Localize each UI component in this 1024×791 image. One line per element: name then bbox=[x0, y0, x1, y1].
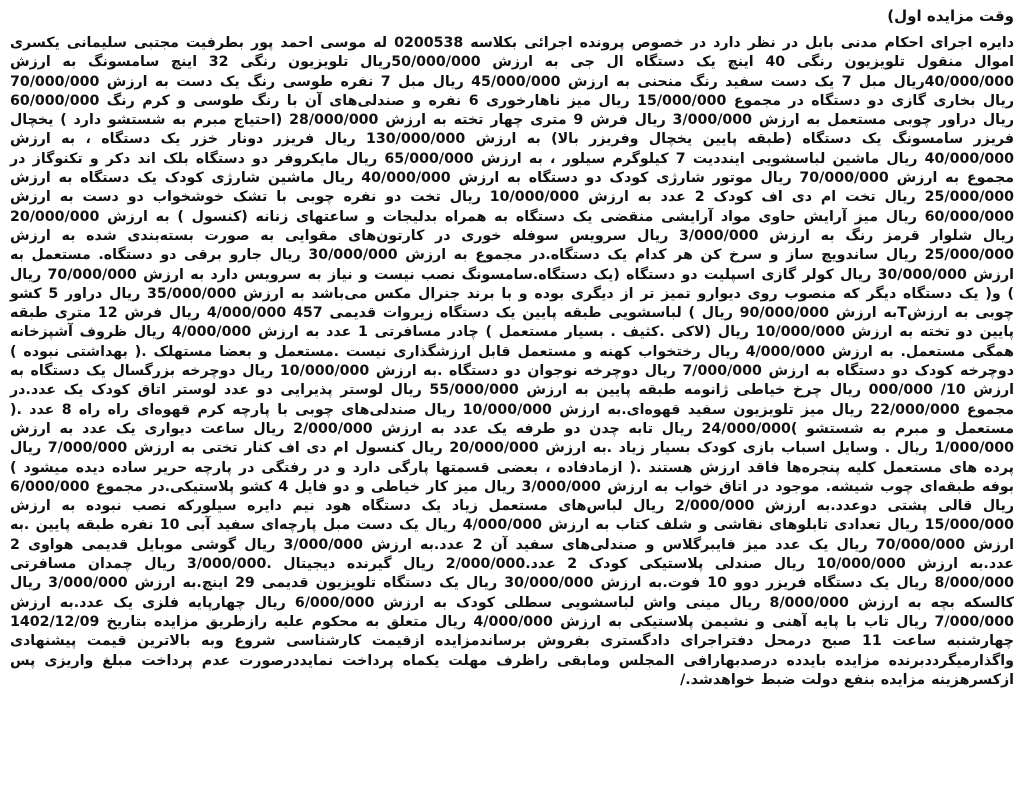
notice-title: وقت مزایده اول) bbox=[887, 7, 1014, 25]
notice-body: دایره اجرای احکام مدنی بابل در نظر دارد در خصوص پرونده اجرائی بکلاسه 0200538 له موسی احمد پور بطرفیت مجتبی سلیمانی یکسری اموال منقول تلویزیون رنگی 40 اینچ یک دستگاه ال جی به ارزش 50/000/000ریال تلویزیون رنگی 32 اینچ سامسونگ به ارزش 40/000/000ریال مبل 7 یک دست سفید رنگ منحنی به ارزش 45/000/000 ریال مبل 7 نفره طوسی رنگ یک دست به ارزش 70/000/000 ریال بخاری گازی دو دستگاه در مجموع 15/000/000 ریال میز ناهارخوری 6 نفره و صندلی‌های آن با رنگ طوسی و کرم رنگ 60/000/000 ریال دراور چوبی مستعمل به ارزش 3/000/000 ریال فرش 9 متری چهار تخته به ارزش 28/000/000 (احتیاج مبرم به شستشو دارد ) یخچال فریزر سامسونگ یک دستگاه (طبقه پایین یخچال وفریزر بالا) به ارزش 130/000/000 ریال فریزر دونار خزر یک دستگاه ، به ارزش 40/000/000 ریال ماشین لباسشویی اینددیت 7 کیلوگرم سیلور ، به ارزش 65/000/000 ریال مایکروفر دو دستگاه بلک اند دکر و تکنوگاز در مجموع به ارزش 70/000/000 ریال موتور شارژی کودک دو دستگاه به ارزش 40/000/000 ریال ماشین شارژی کودک یک دستگاه به ارزش 25/000/000 ریال تخت ام دی اف کودک 2 عدد به ارزش 10/000/000 ریال تخت دو نفره چوبی با تشک خوشخواب دو دست به ارزش 60/000/000 ریال میز آرایش حاوی مواد آرایشی منقضی یک دستگاه به همراه بدلیجات و ساعتهای زنانه (کنسول ) به ارزش 20/000/000 ریال شلوار قرمز رنگ به ارزش 3/000/000 ریال سرویس سوفله خوری در کارتون‌های مقوایی به صورت بسته‌بندی شده به ارزش 25/000/000 ریال ساندویچ ساز و سرخ کن هر کدام یک دستگاه.در مجموع به ارزش 30/000/000 ریال جارو برقی دو دستگاه. مستعمل به ارزش 30/000/000 ریال کولر گازی اسپلیت دو دستگاه (یک دستگاه.سامسونگ نصب نیست و نیاز به سرویس دارد به ارزش 70/000/000 ریال ) و( یک دستگاه دیگر که منصوب روی دیوارو تمیز تر از دیگری بوده و با برند جنرال مکس می‌باشد به ارزش 35/000/000 ریال دراور 5 کشو چوبی به ارزشTبه ارزش 90/000/000 ریال ) لباسشویی طبقه پایین یک دستگاه زیروات قدیمی 457 4/000/000 ریال فرش 12 متری طبقه پایین دو تخته به ارزش 10/000/000 ریال (لاکی .کثیف . بسیار مستعمل ) چادر مسافرتی 1 عدد به ارزش 4/000/000 ریال ظروف آشپزخانه همگی مستعمل. به ارزش 4/000/000 ریال رختخواب کهنه و مستعمل قابل ارزشگذاری نیست .مستعمل و بعضا مستهلک .( بهداشتی نبوده ) دوچرخه کودک دو دستگاه به ارزش 7/000/000 ریال دوچرخه نوجوان دو دستگاه .به ارزش 10/000/000 ریال دوچرخه بزرگسال یک دستگاه به ارزش 10/ 000/000 ریال چرخ خیاطی ژانومه طبقه پایین به ارزش 55/000/000 ریال لوستر پذیرایی دو عدد لوستر اتاق کودک یک عدد.در مجموع 22/000/000 ریال میز تلویزیون سفید قهوه‌ای.به ارزش 10/000/000 ریال صندلی‌های چوبی با پارچه کرم قهوه‌ای راه راه 8 عدد .( مستعمل و مبرم به شستشو )24/000/000 ریال تابه چدن دو طرفه یک عدد به ارزش 2/000/000 ریال ساعت دیواری یک عدد به ارزش 1/000/000 ریال . وسایل اسباب بازی کودک بسیار زیاد .به ارزش 20/000/000 ریال کنسول ام دی اف کنار تختی به ارزش 7/000/000 ریال پرده های مستعمل کلیه پنجره‌ها فاقد ارزش هستند .( ازمادفاده ، بعضی قسمتها پارگی دارد و در رفتگی در پارچه حریر ساده دیده میشود ) بوفه طبقه‌ای چوب شیشه. موجود در اتاق خواب به ارزش 3/000/000 ریال میز کار خیاطی و دو فایل 4 کشو پلاستیکی.در مجموع 6/000/000 ریال قالی پشتی دوعدد.به ارزش 2/000/000 ریال لباس‌های مستعمل زیاد یک دستگاه هود نیم دایره سیلورکه نصب نبوده به ارزش 15/000/000 ریال تعدادی تابلوهای نقاشی و شلف کتاب به ارزش 4/000/000 ریال یک دست مبل پارچه‌ای سفید آبی 10 نفره طبقه پایین .به ارزش 70/000/000 ریال یک عدد میز فایبرگلاس و صندلی‌های سفید آن 2 عدد.به ارزش 3/000/000 ریال گوشی موبایل قدیمی هواوی 2 عدد.به ارزش 10/000/000 ریال صندلی پلاستیکی کودک 2 عدد.2/000/000 ریال گیرنده دیجیتال .3/000/000 ریال چمدان مسافرتی 8/000/000 ریال یک دستگاه فریزر دوو 10 فوت.به ارزش 30/000/000 ریال یک دستگاه تلویزیون قدیمی 29 اینچ.به ارزش 3/000/000 ریال کالسکه بچه به ارزش 8/000/000 ریال مینی واش لباسشویی سطلی کودک به ارزش 6/000/000 ریال چهارپایه فلزی یک عدد.به ارزش 7/000/000 ریال تاب با پایه آهنی و نشیمن پلاستیکی به ارزش 4/000/000 ریال متعلق به محکوم علیه رازطریق مزایده بتاریخ 1402/12/09 چهارشنبه ساعت 11 صبح درمحل دفتراجرای دادگستری بفروش برساندمزایده ازقیمت کارشناسی شروع وبه بالاترین قیمت پیشنهادی واگذارمیگرددبرنده مزایده بایدده درصدبهارافی المجلس ومابقی راظرف مهلت یکماه پرداخت نمایددرصورت عدم پرداخت مبلغ واریزی پس ازکسرهزینه مزایده بنفع دولت ضبط خواهدشد./ bbox=[10, 35, 1015, 688]
